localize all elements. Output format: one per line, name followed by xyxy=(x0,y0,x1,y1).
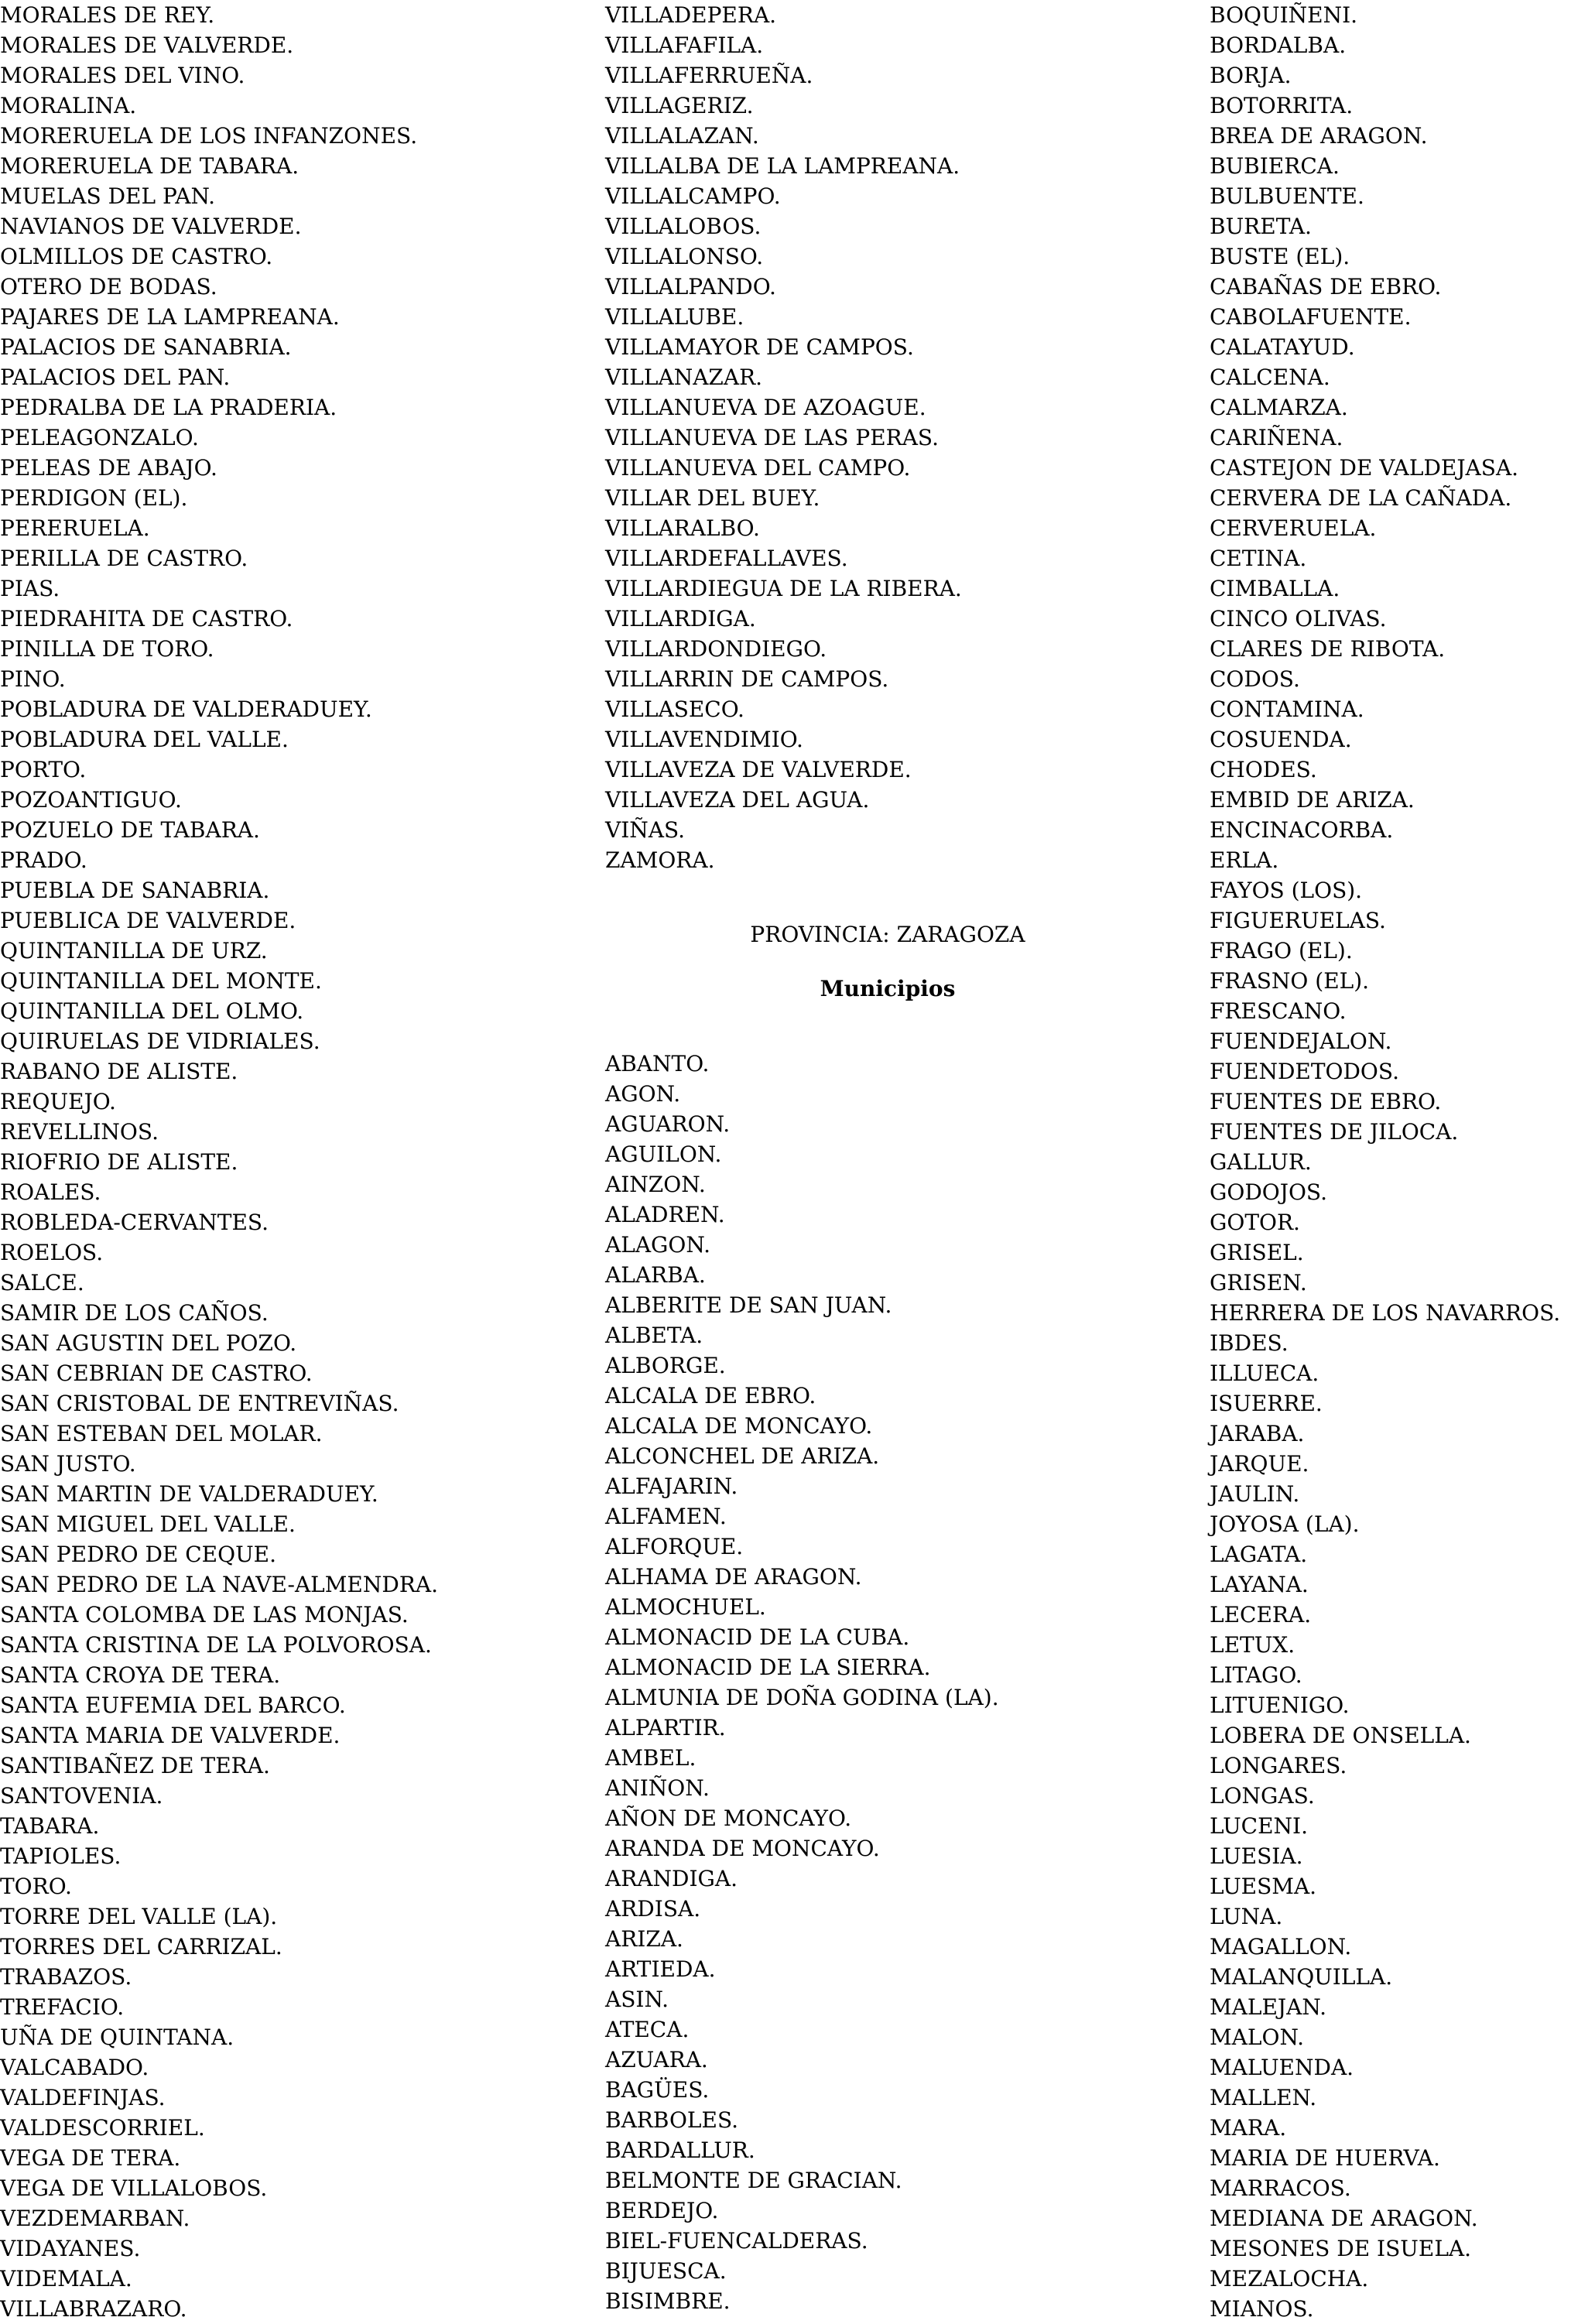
municipality-item: VALDEFINJAS. xyxy=(0,2085,166,2110)
municipality-item: MAGALLON. xyxy=(1210,1934,1352,1959)
municipality-item: ZAMORA. xyxy=(605,847,715,873)
municipality-item: VILLALPANDO. xyxy=(605,274,776,299)
municipality-item: SALCE. xyxy=(0,1270,84,1295)
municipality-item: MARIA DE HUERVA. xyxy=(1210,2145,1440,2171)
municipality-item: PERERUELA. xyxy=(0,515,150,541)
municipality-item: PEDRALBA DE LA PRADERIA. xyxy=(0,395,337,420)
municipality-item: AINZON. xyxy=(605,1172,706,1197)
municipality-item: ALMOCHUEL. xyxy=(605,1594,766,1620)
municipality-item: FIGUERUELAS. xyxy=(1210,908,1386,933)
municipality-item: VILLANUEVA DEL CAMPO. xyxy=(605,455,911,481)
municipality-item: BELMONTE DE GRACIAN. xyxy=(605,2168,902,2193)
municipality-item: CABOLAFUENTE. xyxy=(1210,304,1412,330)
municipality-item: VEZDEMARBAN. xyxy=(0,2206,190,2231)
municipios-heading: Municipios xyxy=(820,976,956,1001)
municipality-item: SAN AGUSTIN DEL POZO. xyxy=(0,1330,297,1356)
municipality-item: ALCONCHEL DE ARIZA. xyxy=(605,1443,880,1469)
municipality-item: ALCALA DE EBRO. xyxy=(605,1383,816,1408)
municipality-item: POBLADURA DEL VALLE. xyxy=(0,727,289,752)
municipality-item: VILLAR DEL BUEY. xyxy=(605,485,820,511)
municipality-item: SAN CEBRIAN DE CASTRO. xyxy=(0,1361,313,1386)
municipality-item: SANTA MARIA DE VALVERDE. xyxy=(0,1723,341,1748)
municipality-item: ISUERRE. xyxy=(1210,1391,1323,1416)
column-3-list xyxy=(1210,0,1560,2324)
municipality-item: VALCABADO. xyxy=(0,2055,149,2080)
municipality-item: ALBERITE DE SAN JUAN. xyxy=(605,1292,892,1318)
municipality-item: LAYANA. xyxy=(1210,1572,1309,1597)
municipality-item: GODOJOS. xyxy=(1210,1179,1327,1205)
municipality-item: IBDES. xyxy=(1210,1330,1289,1356)
municipality-item: FUENDEJALON. xyxy=(1210,1029,1392,1054)
municipality-item: ALFORQUE. xyxy=(605,1534,744,1559)
municipality-item: ARIZA. xyxy=(605,1926,683,1952)
municipality-item: BIJUESCA. xyxy=(605,2258,727,2284)
municipality-item: MALON. xyxy=(1210,2025,1305,2050)
municipality-item: VIÑAS. xyxy=(605,817,686,843)
municipality-item: MORALES DE REY. xyxy=(0,2,215,28)
municipality-item: ALBORGE. xyxy=(605,1353,726,1378)
municipality-item: ASIN. xyxy=(605,1987,669,2012)
municipality-item: SANTA CRISTINA DE LA POLVOROSA. xyxy=(0,1632,432,1658)
municipality-item: AGUARON. xyxy=(605,1111,731,1137)
municipality-item: SAN ESTEBAN DEL MOLAR. xyxy=(0,1421,323,1446)
municipality-item: VILLANUEVA DE LAS PERAS. xyxy=(605,425,940,450)
municipality-item: MORERUELA DE TABARA. xyxy=(0,153,299,179)
municipality-item: VILLAGERIZ. xyxy=(605,93,754,118)
municipality-item: TORRES DEL CARRIZAL. xyxy=(0,1934,282,1959)
municipality-item: MARA. xyxy=(1210,2115,1287,2141)
municipality-item: UÑA DE QUINTANA. xyxy=(0,2025,234,2050)
municipality-item: BARBOLES. xyxy=(605,2107,739,2133)
municipality-item: PELEAS DE ABAJO. xyxy=(0,455,217,481)
municipality-item: MORALES DEL VINO. xyxy=(0,63,245,88)
municipality-item: LITAGO. xyxy=(1210,1662,1302,1688)
municipality-item: CODOS. xyxy=(1210,666,1300,692)
municipality-item: ALHAMA DE ARAGON. xyxy=(605,1564,862,1590)
municipality-item: MALUENDA. xyxy=(1210,2055,1354,2080)
municipality-item: VILLALAZAN. xyxy=(605,123,759,149)
municipality-item: CARIÑENA. xyxy=(1210,425,1343,450)
municipality-item: MALANQUILLA. xyxy=(1210,1964,1393,1990)
municipality-item: AMBEL. xyxy=(605,1745,697,1771)
municipality-item: VIDAYANES. xyxy=(0,2236,141,2261)
municipality-item: VILLARDONDIEGO. xyxy=(605,636,827,662)
municipality-item: VILLANUEVA DE AZOAGUE. xyxy=(605,395,926,420)
municipality-item: BURETA. xyxy=(1210,214,1312,239)
municipality-item: LUCENI. xyxy=(1210,1813,1308,1839)
municipality-item: LAGATA. xyxy=(1210,1542,1308,1567)
municipality-item: AÑON DE MONCAYO. xyxy=(605,1805,852,1831)
municipality-item: CLARES DE RIBOTA. xyxy=(1210,636,1446,662)
municipality-item: BARDALLUR. xyxy=(605,2137,755,2163)
municipality-item: MORERUELA DE LOS INFANZONES. xyxy=(0,123,418,149)
municipality-item: GOTOR. xyxy=(1210,1210,1300,1235)
municipality-item: PUEBLA DE SANABRIA. xyxy=(0,878,270,903)
municipality-item: EMBID DE ARIZA. xyxy=(1210,787,1415,813)
municipality-item: CALCENA. xyxy=(1210,365,1330,390)
municipality-item: VILLADEPERA. xyxy=(605,2,777,28)
municipality-item: LITUENIGO. xyxy=(1210,1693,1350,1718)
municipality-item: JARQUE. xyxy=(1210,1451,1309,1477)
municipality-item: JOYOSA (LA). xyxy=(1210,1511,1360,1537)
municipality-item: ARANDIGA. xyxy=(605,1866,738,1891)
municipality-item: LUNA. xyxy=(1210,1904,1283,1929)
municipality-item: ALADREN. xyxy=(605,1202,725,1227)
municipality-item: VILLARALBO. xyxy=(605,515,760,541)
municipality-item: VILLALOBOS. xyxy=(605,214,762,239)
municipality-item: ROALES. xyxy=(0,1179,101,1205)
municipality-item: LONGARES. xyxy=(1210,1753,1347,1778)
municipality-item: BOQUIÑENI. xyxy=(1210,2,1358,28)
municipality-item: GRISEN. xyxy=(1210,1270,1307,1295)
municipality-item: SAN MIGUEL DEL VALLE. xyxy=(0,1511,296,1537)
municipality-item: CERVERA DE LA CAÑADA. xyxy=(1210,485,1512,511)
municipality-item: VILLARDIGA. xyxy=(605,606,756,631)
municipality-item: ALARBA. xyxy=(605,1262,706,1288)
municipality-item: AGON. xyxy=(605,1081,681,1107)
municipality-item: FRASNO (EL). xyxy=(1210,968,1370,994)
municipality-item: VILLARRIN DE CAMPOS. xyxy=(605,666,889,692)
municipality-item: LETUX. xyxy=(1210,1632,1295,1658)
municipality-item: REQUEJO. xyxy=(0,1089,116,1114)
municipality-item: REVELLINOS. xyxy=(0,1119,159,1145)
municipality-item: SAN PEDRO DE LA NAVE-ALMENDRA. xyxy=(0,1572,439,1597)
municipality-item: AGUILON. xyxy=(605,1141,722,1167)
municipality-item: ALFAMEN. xyxy=(605,1504,727,1529)
municipality-item: COSUENDA. xyxy=(1210,727,1352,752)
municipality-item: SAN MARTIN DE VALDERADUEY. xyxy=(0,1481,378,1507)
municipality-item: VILLARDEFALLAVES. xyxy=(605,546,848,571)
municipality-item: MESONES DE ISUELA. xyxy=(1210,2236,1472,2261)
municipality-item: ARDISA. xyxy=(605,1896,701,1922)
municipality-item: HERRERA DE LOS NAVARROS. xyxy=(1210,1300,1561,1326)
municipality-item: VILLAVEZA DE VALVERDE. xyxy=(605,757,912,782)
municipality-item: PINILLA DE TORO. xyxy=(0,636,214,662)
municipality-item: CALATAYUD. xyxy=(1210,334,1355,360)
municipality-item: AZUARA. xyxy=(605,2047,708,2072)
municipality-item: LUESIA. xyxy=(1210,1843,1303,1869)
municipality-item: MUELAS DEL PAN. xyxy=(0,183,216,209)
municipality-item: BULBUENTE. xyxy=(1210,183,1364,209)
municipality-item: BOTORRITA. xyxy=(1210,93,1354,118)
municipality-item: MIANOS. xyxy=(1210,2296,1314,2322)
municipality-item: ALAGON. xyxy=(605,1232,710,1258)
municipality-item: ALPARTIR. xyxy=(605,1715,726,1740)
municipality-item: POZOANTIGUO. xyxy=(0,787,182,813)
municipality-item: ILLUECA. xyxy=(1210,1361,1319,1386)
municipality-item: RIOFRIO DE ALISTE. xyxy=(0,1149,238,1175)
municipality-item: TABARA. xyxy=(0,1813,100,1839)
municipality-item: FUENTES DE EBRO. xyxy=(1210,1089,1442,1114)
municipality-item: PIAS. xyxy=(0,576,60,601)
municipality-item: QUIRUELAS DE VIDRIALES. xyxy=(0,1029,320,1054)
municipality-item: CONTAMINA. xyxy=(1210,697,1364,722)
municipality-item: VILLABRAZARO. xyxy=(0,2296,187,2322)
municipality-item: QUINTANILLA DEL OLMO. xyxy=(0,998,304,1024)
column-2-top-list xyxy=(605,0,962,875)
municipality-item: JARABA. xyxy=(1210,1421,1305,1446)
municipality-item: BORDALBA. xyxy=(1210,33,1347,58)
municipality-item: SANTA CROYA DE TERA. xyxy=(0,1662,281,1688)
province-heading: PROVINCIA: ZARAGOZA xyxy=(750,922,1025,947)
municipality-item: CINCO OLIVAS. xyxy=(1210,606,1387,631)
municipality-item: PERDIGON (EL). xyxy=(0,485,188,511)
municipality-item: PORTO. xyxy=(0,757,87,782)
municipality-item: CHODES. xyxy=(1210,757,1317,782)
municipality-item: SANTOVENIA. xyxy=(0,1783,163,1809)
municipality-item: MORALES DE VALVERDE. xyxy=(0,33,294,58)
column-1-list xyxy=(0,0,438,2324)
municipality-item: PELEAGONZALO. xyxy=(0,425,199,450)
municipality-item: BUBIERCA. xyxy=(1210,153,1340,179)
municipality-item: ALMONACID DE LA SIERRA. xyxy=(605,1655,931,1680)
municipality-item: ARANDA DE MONCAYO. xyxy=(605,1836,880,1861)
municipality-item: VILLAVEZA DEL AGUA. xyxy=(605,787,870,813)
municipality-item: FUENTES DE JILOCA. xyxy=(1210,1119,1459,1145)
municipality-item: ARTIEDA. xyxy=(605,1956,716,1982)
municipality-item: ALFAJARIN. xyxy=(605,1473,738,1499)
municipality-item: ROELOS. xyxy=(0,1240,104,1265)
municipality-item: ALMONACID DE LA CUBA. xyxy=(605,1624,910,1650)
municipality-item: VALDESCORRIEL. xyxy=(0,2115,205,2141)
municipality-item: ALCALA DE MONCAYO. xyxy=(605,1413,873,1439)
municipality-item: GALLUR. xyxy=(1210,1149,1312,1175)
municipality-item: VEGA DE VILLALOBOS. xyxy=(0,2175,268,2201)
municipality-item: TORO. xyxy=(0,1874,72,1899)
municipality-item: PUEBLICA DE VALVERDE. xyxy=(0,908,296,933)
municipality-item: VILLALUBE. xyxy=(605,304,744,330)
municipality-item: BAGÜES. xyxy=(605,2077,710,2103)
municipality-item: ALMUNIA DE DOÑA GODINA (LA). xyxy=(605,1685,999,1710)
municipality-item: SANTA EUFEMIA DEL BARCO. xyxy=(0,1693,346,1718)
municipality-item: SAN JUSTO. xyxy=(0,1451,136,1477)
column-2-bottom-list xyxy=(605,1049,999,2316)
municipality-item: VILLAFAFILA. xyxy=(605,33,764,58)
municipality-item: MORALINA. xyxy=(0,93,137,118)
municipality-item: FRESCANO. xyxy=(1210,998,1347,1024)
municipality-item: MARRACOS. xyxy=(1210,2175,1351,2201)
municipality-item: BORJA. xyxy=(1210,63,1292,88)
municipality-item: PERILLA DE CASTRO. xyxy=(0,546,248,571)
municipality-item: PRADO. xyxy=(0,847,87,873)
municipality-item: CABAÑAS DE EBRO. xyxy=(1210,274,1442,299)
municipality-item: MALEJAN. xyxy=(1210,1994,1326,2020)
municipality-item: OLMILLOS DE CASTRO. xyxy=(0,244,273,269)
municipality-item: MEDIANA DE ARAGON. xyxy=(1210,2206,1478,2231)
municipality-item: VIDEMALA. xyxy=(0,2266,132,2291)
municipality-item: CIMBALLA. xyxy=(1210,576,1340,601)
municipality-item: BISIMBRE. xyxy=(605,2288,731,2314)
municipality-item: PIEDRAHITA DE CASTRO. xyxy=(0,606,293,631)
municipality-item: BREA DE ARAGON. xyxy=(1210,123,1428,149)
municipality-item: VILLALONSO. xyxy=(605,244,764,269)
municipality-item: VILLARDIEGUA DE LA RIBERA. xyxy=(605,576,962,601)
municipality-item: CASTEJON DE VALDEJASA. xyxy=(1210,455,1519,481)
municipality-item: BUSTE (EL). xyxy=(1210,244,1350,269)
municipality-item: ALBETA. xyxy=(605,1323,703,1348)
municipality-item: SAMIR DE LOS CAÑOS. xyxy=(0,1300,269,1326)
municipality-item: ENCINACORBA. xyxy=(1210,817,1394,843)
municipality-item: OTERO DE BODAS. xyxy=(0,274,217,299)
municipality-item: VILLAVENDIMIO. xyxy=(605,727,803,752)
municipality-item: SANTA COLOMBA DE LAS MONJAS. xyxy=(0,1602,409,1627)
municipality-item: VILLALBA DE LA LAMPREANA. xyxy=(605,153,960,179)
municipality-item: BERDEJO. xyxy=(605,2198,719,2223)
municipality-item: QUINTANILLA DE URZ. xyxy=(0,938,268,963)
municipality-item: JAULIN. xyxy=(1210,1481,1300,1507)
municipality-item: LECERA. xyxy=(1210,1602,1312,1627)
municipality-item: PALACIOS DEL PAN. xyxy=(0,365,231,390)
municipality-item: ROBLEDA-CERVANTES. xyxy=(0,1210,269,1235)
municipality-item: GRISEL. xyxy=(1210,1240,1304,1265)
municipality-item: VILLANAZAR. xyxy=(605,365,763,390)
municipality-item: QUINTANILLA DEL MONTE. xyxy=(0,968,322,994)
municipality-item: NAVIANOS DE VALVERDE. xyxy=(0,214,302,239)
municipality-item: MEZALOCHA. xyxy=(1210,2266,1369,2291)
municipality-item: VILLALCAMPO. xyxy=(605,183,781,209)
municipality-item: RABANO DE ALISTE. xyxy=(0,1059,238,1084)
municipality-item: TORRE DEL VALLE (LA). xyxy=(0,1904,278,1929)
municipality-item: LUESMA. xyxy=(1210,1874,1317,1899)
municipality-item: MALLEN. xyxy=(1210,2085,1317,2110)
municipality-item: VEGA DE TERA. xyxy=(0,2145,181,2171)
municipality-item: TAPIOLES. xyxy=(0,1843,122,1869)
municipality-item: PAJARES DE LA LAMPREANA. xyxy=(0,304,340,330)
municipality-item: BIEL-FUENCALDERAS. xyxy=(605,2228,868,2254)
municipality-item: SAN CRISTOBAL DE ENTREVIÑAS. xyxy=(0,1391,399,1416)
municipality-item: CETINA. xyxy=(1210,546,1307,571)
municipality-item: VILLAMAYOR DE CAMPOS. xyxy=(605,334,914,360)
municipality-item: VILLAFERRUEÑA. xyxy=(605,63,813,88)
municipality-item: TRABAZOS. xyxy=(0,1964,132,1990)
municipality-item: TREFACIO. xyxy=(0,1994,125,2020)
municipality-item: ABANTO. xyxy=(605,1051,710,1076)
municipality-item: CERVERUELA. xyxy=(1210,515,1377,541)
municipality-item: LOBERA DE ONSELLA. xyxy=(1210,1723,1471,1748)
municipality-item: LONGAS. xyxy=(1210,1783,1315,1809)
municipality-item: POBLADURA DE VALDERADUEY. xyxy=(0,697,372,722)
municipality-item: ERLA. xyxy=(1210,847,1279,873)
municipality-item: CALMARZA. xyxy=(1210,395,1348,420)
municipality-item: FAYOS (LOS). xyxy=(1210,878,1363,903)
municipality-item: ATECA. xyxy=(605,2017,690,2042)
municipality-item: ANIÑON. xyxy=(605,1775,710,1801)
municipality-item: SANTIBAÑEZ DE TERA. xyxy=(0,1753,270,1778)
municipality-item: POZUELO DE TABARA. xyxy=(0,817,260,843)
municipality-item: SAN PEDRO DE CEQUE. xyxy=(0,1542,277,1567)
municipality-item: PINO. xyxy=(0,666,66,692)
municipality-item: PALACIOS DE SANABRIA. xyxy=(0,334,292,360)
municipality-item: FUENDETODOS. xyxy=(1210,1059,1399,1084)
municipality-item: FRAGO (EL). xyxy=(1210,938,1353,963)
municipality-item: VILLASECO. xyxy=(605,697,744,722)
